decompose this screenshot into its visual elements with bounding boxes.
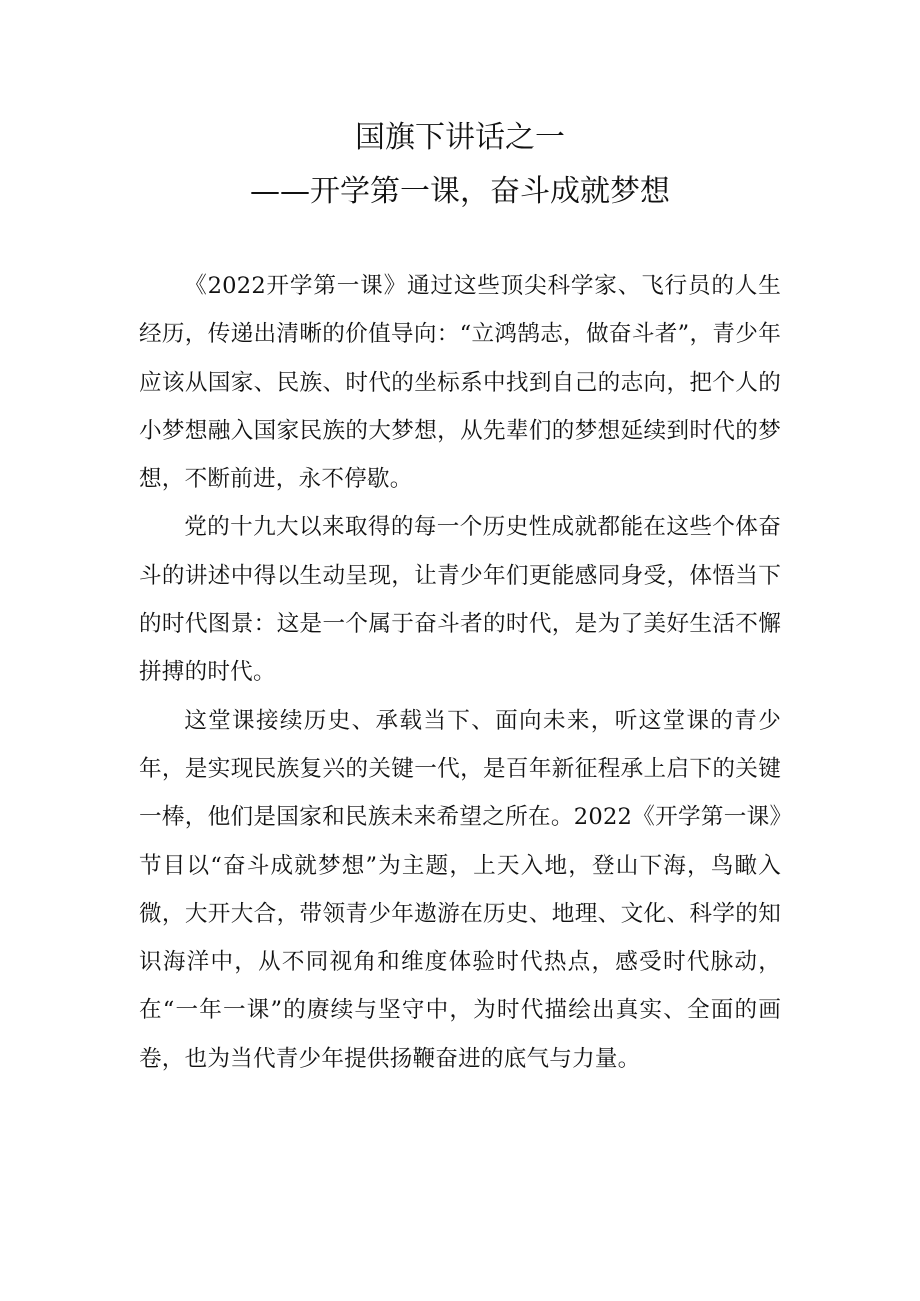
document-body (139, 262, 781, 1083)
document-title: 国旗下讲话之一 (355, 120, 565, 155)
paragraph-1: 《2022开学第一课》通过这些顶尖科学家、飞行员的人生经历，传递出清晰的价值导向：“立鸿鹄志，做奋斗者”，青少年应该从国家、民族、时代的坐标系中找到自己的志向，把个人的小梦想融入国家民族的大梦想，从先辈们的梦想延续到时代的梦想，不断前进，永不停歇。 (139, 273, 781, 493)
document-subtitle: ——开学第一课，奋斗成就梦想 (250, 174, 670, 209)
paragraph-3: 这堂课接续历史、承载当下、面向未来，听这堂课的青少年，是实现民族复兴的关键一代，是百年新征程承上启下的关键一棒，他们是国家和民族未来希望之所在。2022《开学第一课》节目以“奋斗成就梦想”为主题，上天入地，登山下海，鸟瞰入微，大开大合，带领青少年遨游在历史、地理、文化、科学的知识海洋中，从不同视角和维度体验时代热点，感受时代脉动，在“一年一课”的赓续与坚守中，为时代描绘出真实、全面的画卷，也为当代青少年提供扬鞭奋进的底气与力量。 (139, 707, 781, 1072)
paragraph-2: 党的十九大以来取得的每一个历史性成就都能在这些个体奋斗的讲述中得以生动呈现，让青少年们更能感同身受，体悟当下的时代图景：这是一个属于奋斗者的时代，是为了美好生活不懈拼搏的时代。 (139, 514, 781, 686)
